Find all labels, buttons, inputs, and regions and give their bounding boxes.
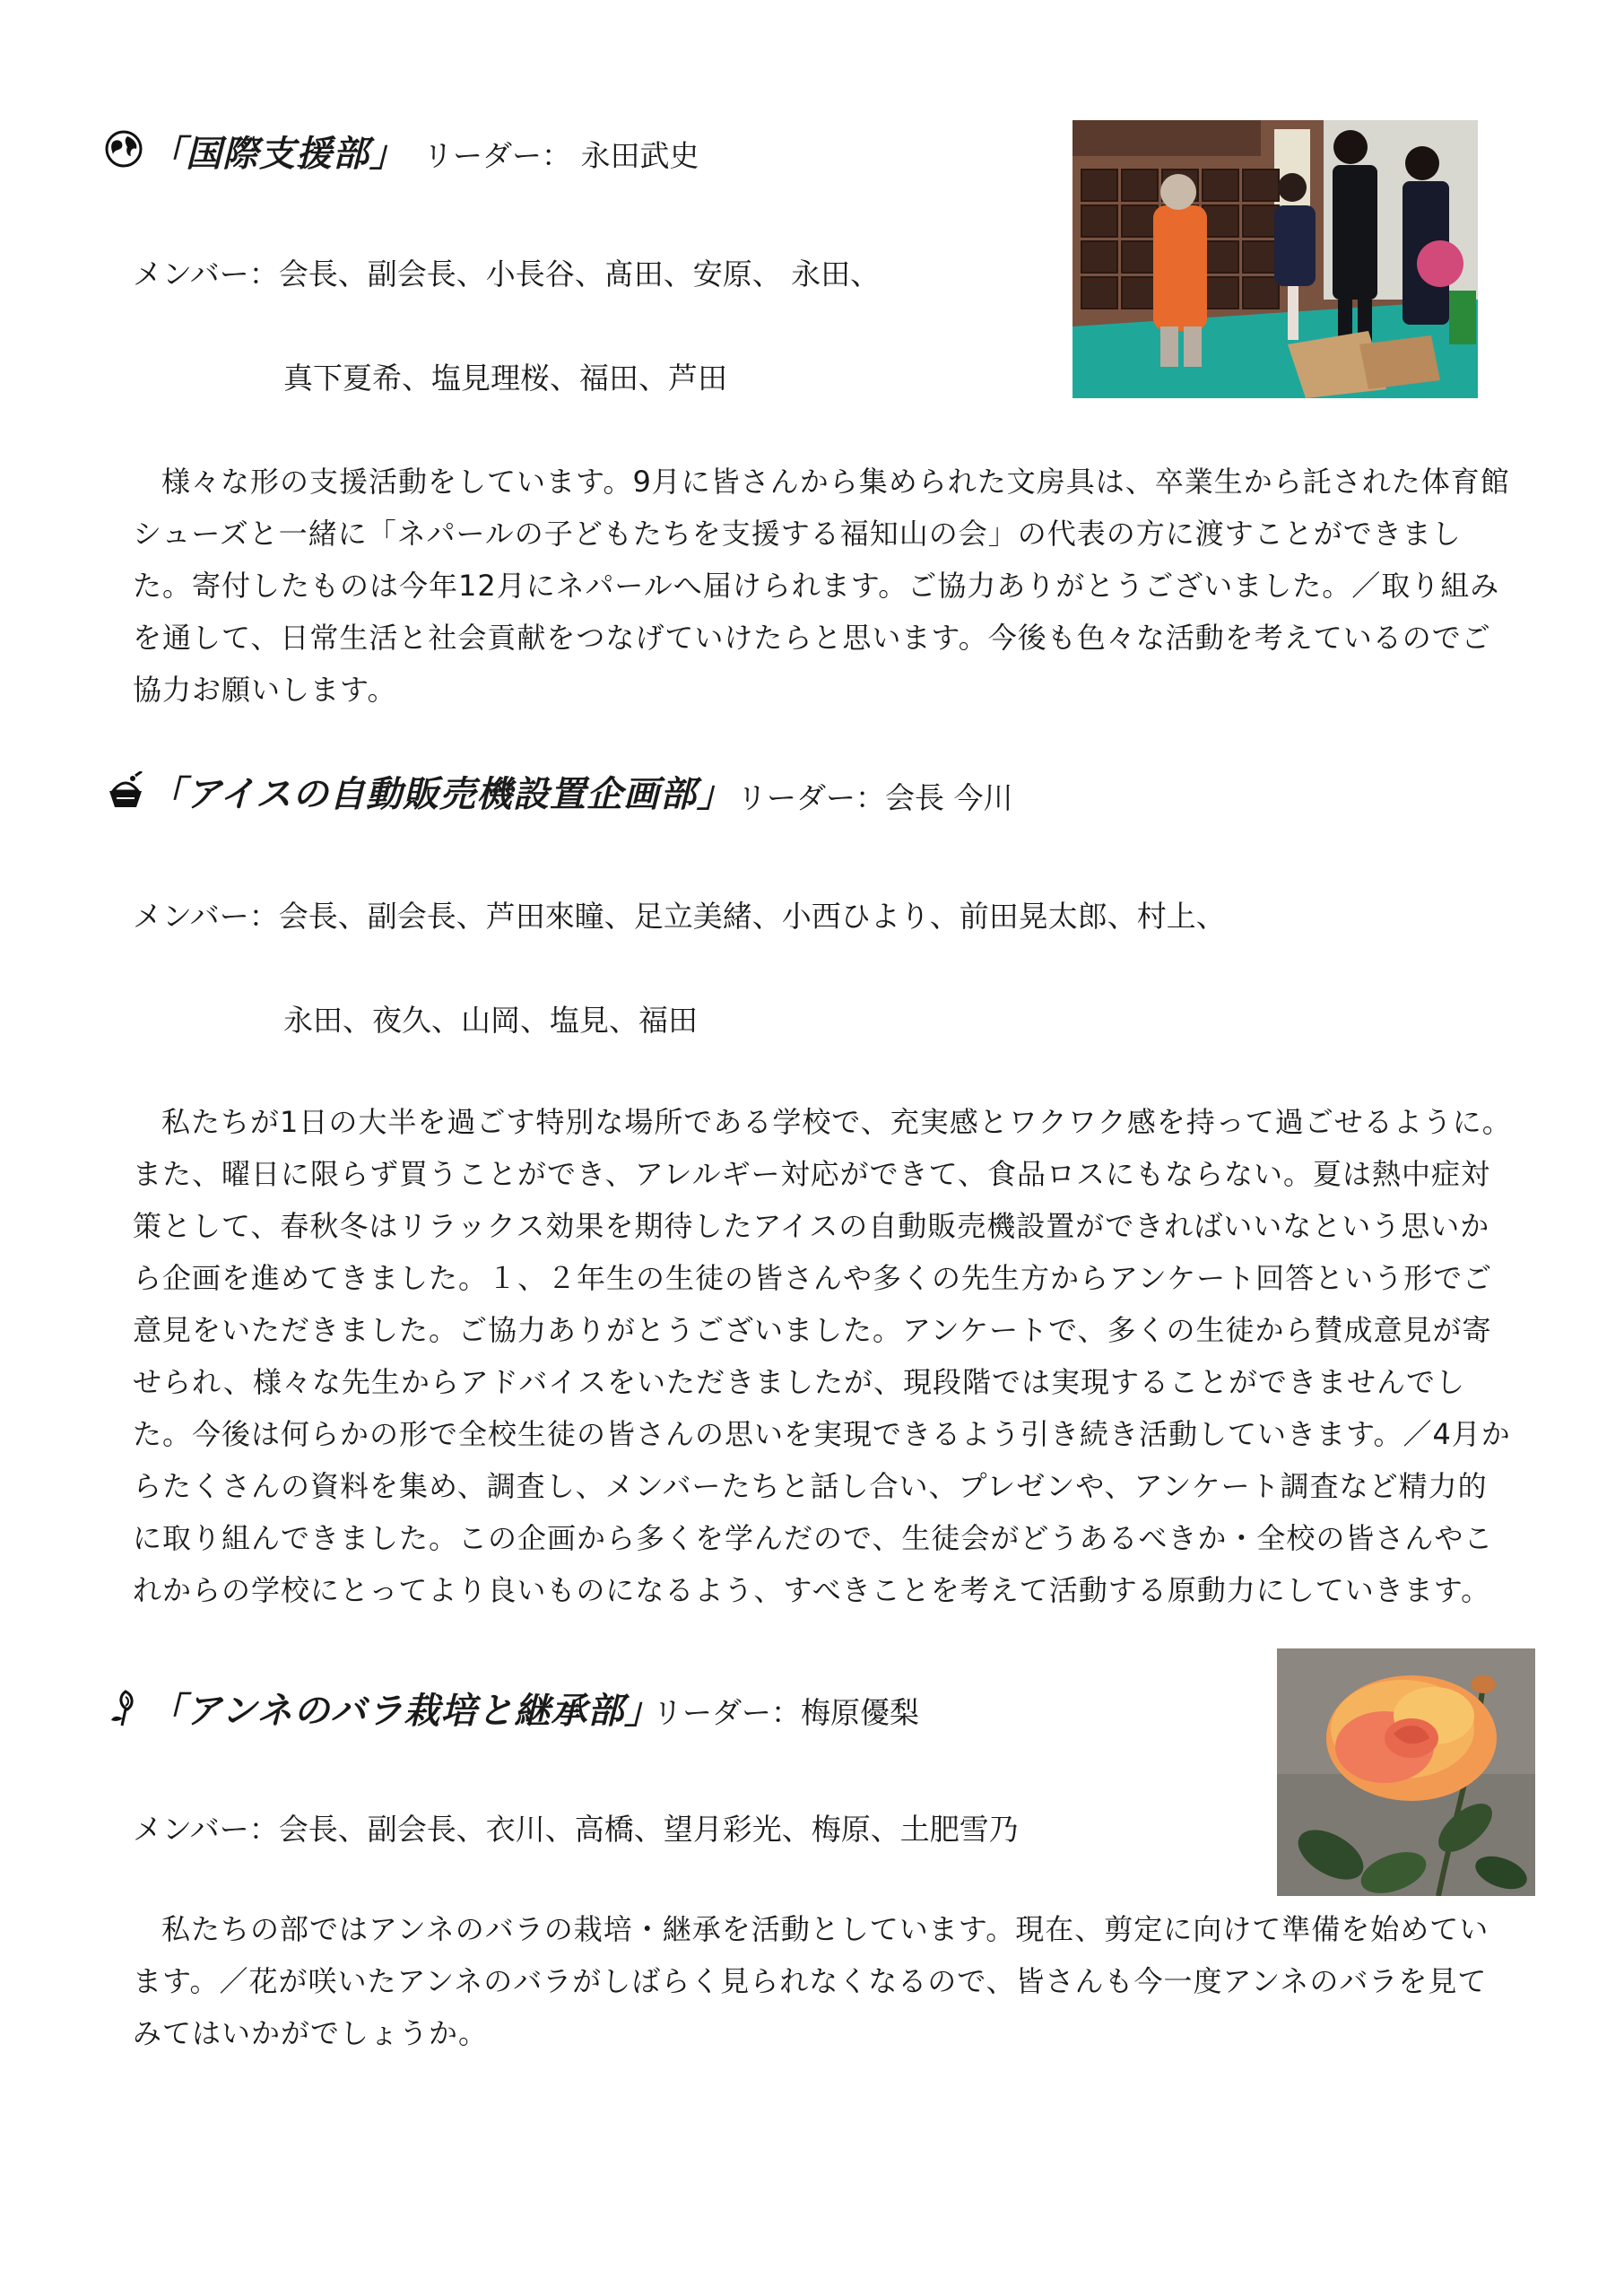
section-title-ice-vending: 「アイスの自動販売機設置企画部」 <box>149 773 734 815</box>
body-line: 意見をいただきました。ご協力ありがとうございました。アンケートで、多くの生徒から賛成意見が寄 <box>133 1313 1492 1347</box>
leader-international-support: リーダー： 永田武史 <box>423 138 699 173</box>
ice-cream-cup-icon <box>106 771 145 811</box>
members-line-1-international-support: メンバー：会長、副会長、小長谷、髙田、安原、 永田、 <box>133 257 881 291</box>
body-line: らたくさんの資料を集め、調査し、メンバーたちと話し合い、プレゼンや、アンケート調査など精力的 <box>133 1469 1488 1503</box>
body-line: みてはいかがでしょうか。 <box>133 2016 489 2050</box>
photo-donation-handover <box>1073 120 1478 398</box>
body-line: 私たちの部ではアンネのバラの栽培・継承を活動としています。現在、剪定に向けて準備を始めてい <box>161 1912 1489 1946</box>
photo-orange-rose <box>1277 1648 1535 1896</box>
body-line: 様々な形の支援活動をしています。9月に皆さんから集められた文房具は、卒業生から託された体育館 <box>161 465 1510 499</box>
body-line: また、曜日に限らず買うことができ、アレルギー対応ができて、食品ロスにもならない。夏は熱中症対 <box>133 1157 1491 1191</box>
body-line: ます。／花が咲いたアンネのバラがしばらく見られなくなるので、皆さんも今一度アンネのバラを見て <box>133 1964 1488 1998</box>
body-line: せられ、様々な先生からアドバイスをいただきましたが、現段階では実現することができませんでし <box>133 1365 1465 1399</box>
body-line: た。今後は何らかの形で全校生徒の皆さんの思いを実現できるよう引き続き活動していきます。／4月か <box>133 1417 1511 1451</box>
body-line: 策として、春秋冬はリラックス効果を期待したアイスの自動販売機設置ができればいいなという思いか <box>133 1209 1490 1243</box>
leader-ice-vending: リーダー：会長 今川 <box>737 780 1013 815</box>
body-anne-rose <box>133 1903 1489 2059</box>
globe-icon <box>104 129 143 169</box>
body-line: に取り組んできました。この企画から多くを学んだので、生徒会がどうあるべきか・全校の皆さんやこ <box>133 1521 1494 1555</box>
body-line: を通して、日常生活と社会貢献をつなげていけたらと思います。今後も色々な活動を考えているのでご <box>133 621 1491 655</box>
members-line-1-anne-rose: メンバー：会長、副会長、衣川、高橋、望月彩光、梅原、土肥雪乃 <box>133 1812 1019 1847</box>
body-line: れからの学校にとってより良いものになるよう、すべきことを考えて活動する原動力にしていきます。 <box>133 1573 1491 1607</box>
body-line: 協力お願いします。 <box>133 673 397 707</box>
members-line-2-ice-vending: 永田、夜久、山岡、塩見、福田 <box>283 1003 698 1038</box>
body-line: シューズと一緒に「ネパールの子どもたちを支援する福知山の会」の代表の方に渡すことができまし <box>133 517 1462 551</box>
body-line: ら企画を進めてきました。１、２年生の生徒の皆さんや多くの先生方からアンケート回答という形でご <box>133 1261 1493 1295</box>
body-ice-vending <box>133 1096 1512 1616</box>
body-international-support <box>133 456 1510 716</box>
body-line: 私たちが1日の大半を過ごす特別な場所である学校で、充実感とワクワク感を持って過ごせるように。 <box>161 1105 1512 1139</box>
members-line-1-ice-vending: メンバー：会長、副会長、芦田來瞳、足立美緒、小西ひより、前田晃太郎、村上、 <box>133 899 1226 934</box>
section-title-anne-rose: 「アンネのバラ栽培と継承部」 <box>149 1690 662 1732</box>
leader-anne-rose: リーダー：梅原優梨 <box>653 1695 919 1730</box>
flower-bud-icon <box>106 1688 145 1727</box>
section-title-international-support: 「国際支援部」 <box>149 133 406 175</box>
members-line-2-international-support: 真下夏希、塩見理桜、福田、芦田 <box>283 361 727 396</box>
body-line: た。寄付したものは今年12月にネパールへ届けられます。ご協力ありがとうございました。／取り組み <box>133 569 1500 603</box>
